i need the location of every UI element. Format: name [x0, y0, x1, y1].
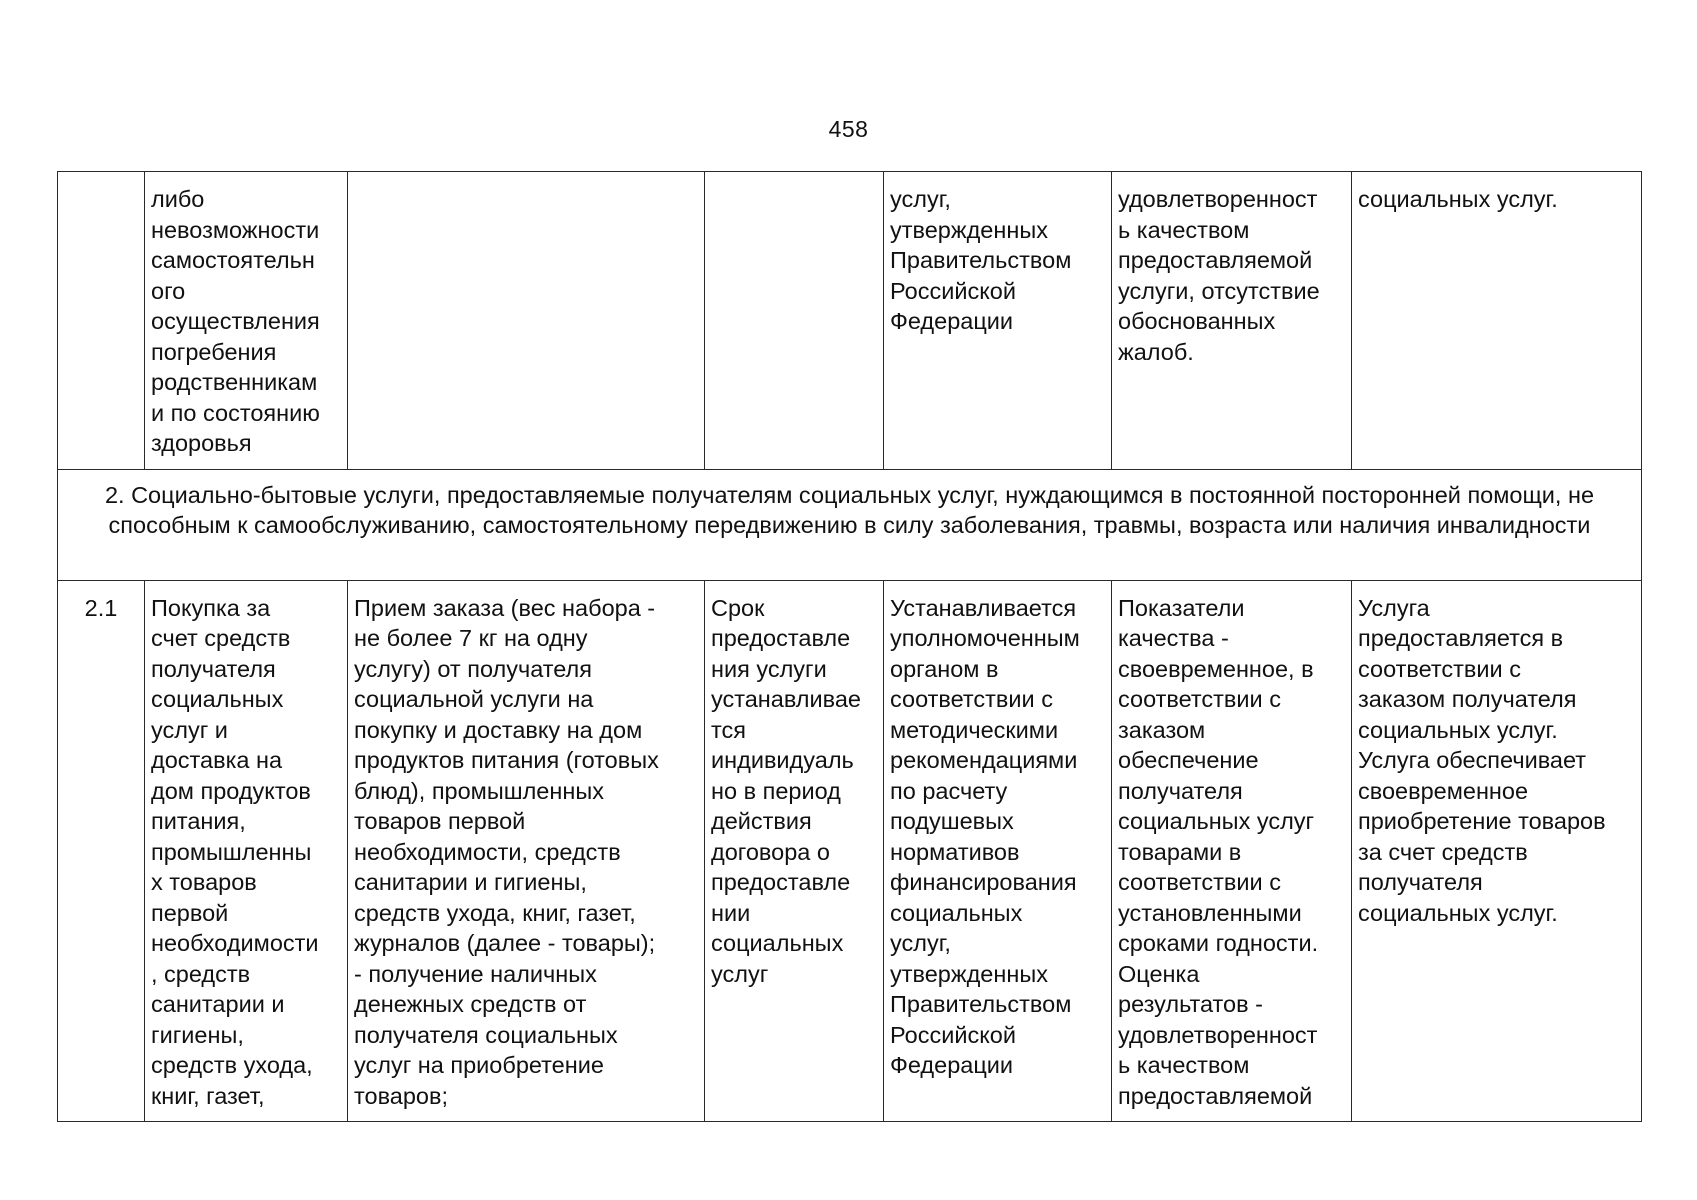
section-header: 2. Социально-бытовые услуги, предоставляемые получателям социальных услуг, нуждающимся в постоянной посторонней помощи, не способным к самообслуживанию, самостоятельному передвижению в силу заболевания, травмы, возраста или наличия инвалидности [58, 469, 1642, 580]
cell-service-name: либо невозможности самостоятельн ого осуществления погребения родственникам и по состоянию здоровья [145, 172, 348, 470]
table-row [58, 172, 1642, 470]
services-table [57, 171, 1642, 1122]
cell-service-description: Прием заказа (вес набора - не более 7 кг на одну услугу) от получателя социальной услуги на покупку и доставку на дом продуктов питания (готовых блюд), промышленных товаров первой необходимости, средств санитарии и гигиены, средств ухода, книг, газет, журналов (далее - товары); - получение наличных денежных средств от получателя социальных услуг на приобретение товаров; [348, 580, 705, 1122]
cell-service-name: Покупка за счет средств получателя социальных услуг и доставка на дом продуктов питания, промышленны х товаров первой необходимости , средств санитарии и гигиены, средств ухода, книг, газет, [145, 580, 348, 1122]
cell-service-quality: Показатели качества - своевременное, в соответствии с заказом обеспечение получателя социальных услуг товарами в соответствии с установленными сроками годности. Оценка результатов - удовлетворенност ь качеством предоставляемой [1112, 580, 1352, 1122]
cell-service-quality: удовлетворенност ь качеством предоставляемой услуги, отсутствие обоснованных жалоб. [1112, 172, 1352, 470]
cell-service-term [705, 172, 884, 470]
cell-num [58, 172, 145, 470]
cell-service-conditions: социальных услуг. [1352, 172, 1642, 470]
cell-service-norm: Устанавливается уполномоченным органом в соответствии с методическими рекомендациями по расчету подушевых нормативов финансирования социальных услуг, утвержденных Правительством Российской Федерации [884, 580, 1112, 1122]
cell-service-description [348, 172, 705, 470]
section-header-row [58, 469, 1642, 580]
page-number: 458 [828, 116, 869, 142]
cell-num: 2.1 [58, 580, 145, 1122]
cell-service-norm: услуг, утвержденных Правительством Российской Федерации [884, 172, 1112, 470]
table-row [58, 580, 1642, 1122]
cell-service-term: Срок предоставле ния услуги устанавливае тся индивидуаль но в период действия договора о предоставле нии социальных услуг [705, 580, 884, 1122]
cell-service-conditions: Услуга предоставляется в соответствии с заказом получателя социальных услуг. Услуга обеспечивает своевременное приобретение товаров за счет средств получателя социальных услуг. [1352, 580, 1642, 1122]
